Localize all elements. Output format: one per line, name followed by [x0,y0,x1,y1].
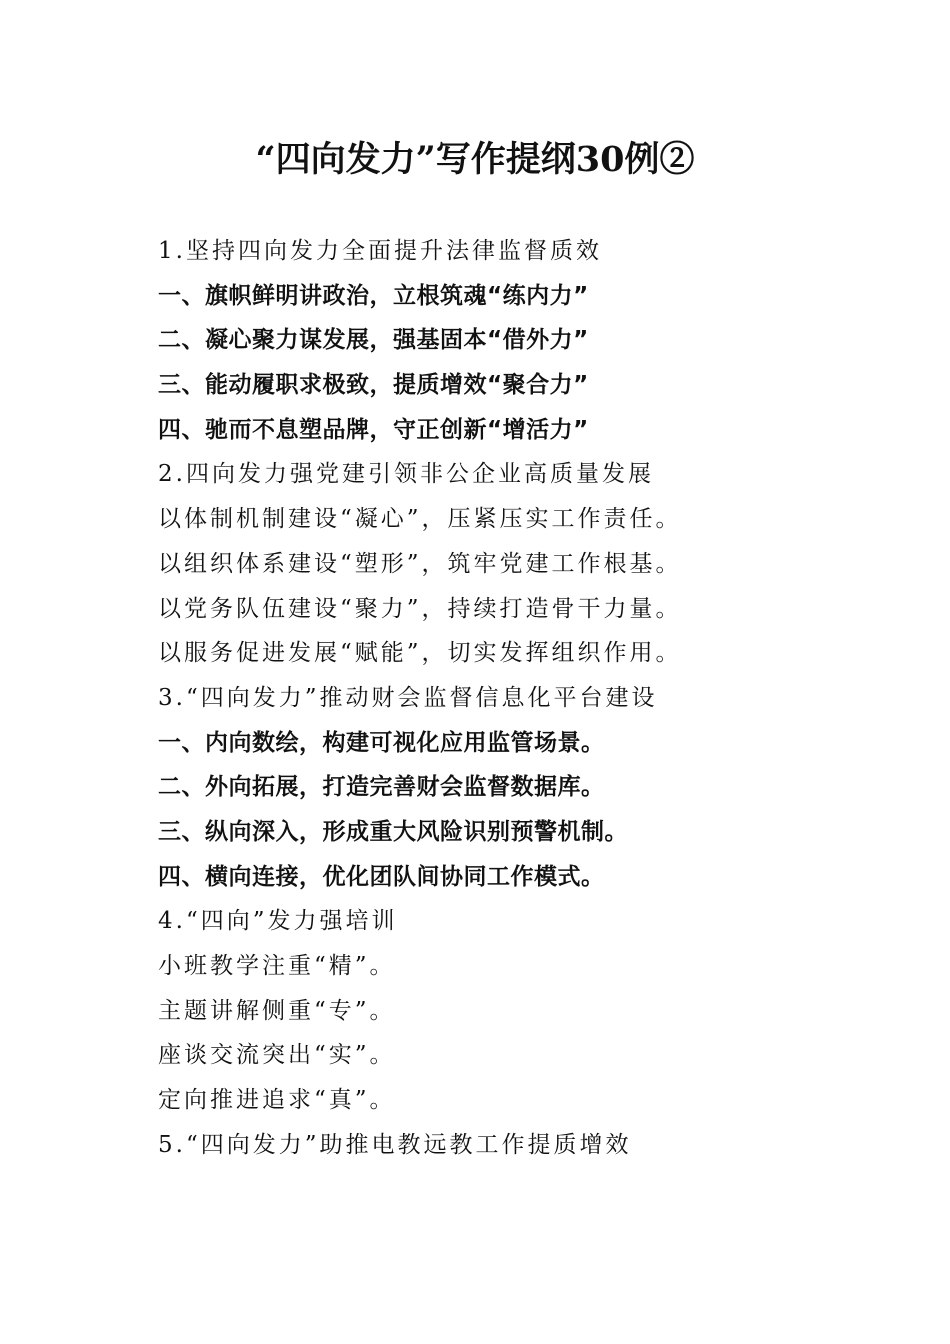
outline-heading: 5.“四向发力”助推电教远教工作提质增效 [158,1131,632,1158]
outline-item: 三、能动履职求极致，提质增效“聚合力” [158,372,589,399]
outline-heading: 3.“四向发力”推动财会监督信息化平台建设 [158,684,658,711]
outline-item: 以党务队伍建设“聚力”，持续打造骨干力量。 [158,595,682,622]
outline-item: 主题讲解侧重“专”。 [158,997,396,1024]
outline-item: 一、旗帜鲜明讲政治，立根筑魂“练内力” [158,282,589,309]
outline-item: 座谈交流突出“实”。 [158,1042,396,1069]
outline-heading: 2.四向发力强党建引领非公企业高质量发展 [158,461,654,488]
outline-heading: 1.坚持四向发力全面提升法律监督质效 [158,238,602,264]
document-title: “四向发力”写作提纲30例② [255,139,695,180]
outline-heading: 4.“四向”发力强培训 [158,908,398,935]
outline-item: 二、外向拓展，打造完善财会监督数据库。 [158,774,605,801]
outline-item: 四、驰而不息塑品牌，守正创新“增活力” [158,416,589,443]
outline-item: 以服务促进发展“赋能”，切实发挥组织作用。 [158,640,682,667]
outline-item: 定向推进追求“真”。 [158,1087,396,1114]
outline-item: 四、横向连接，优化团队间协同工作模式。 [158,863,605,890]
outline-item: 以组织体系建设“塑形”，筑牢党建工作根基。 [158,550,682,577]
outline-item: 二、凝心聚力谋发展，强基固本“借外力” [158,327,589,354]
document-body [158,229,918,1167]
outline-item: 一、内向数绘，构建可视化应用监管场景。 [158,729,605,756]
outline-item: 小班教学注重“精”。 [158,953,396,979]
outline-item: 三、纵向深入，形成重大风险识别预警机制。 [158,818,628,845]
outline-item: 以体制机制建设“凝心”，压紧压实工作责任。 [158,506,682,533]
